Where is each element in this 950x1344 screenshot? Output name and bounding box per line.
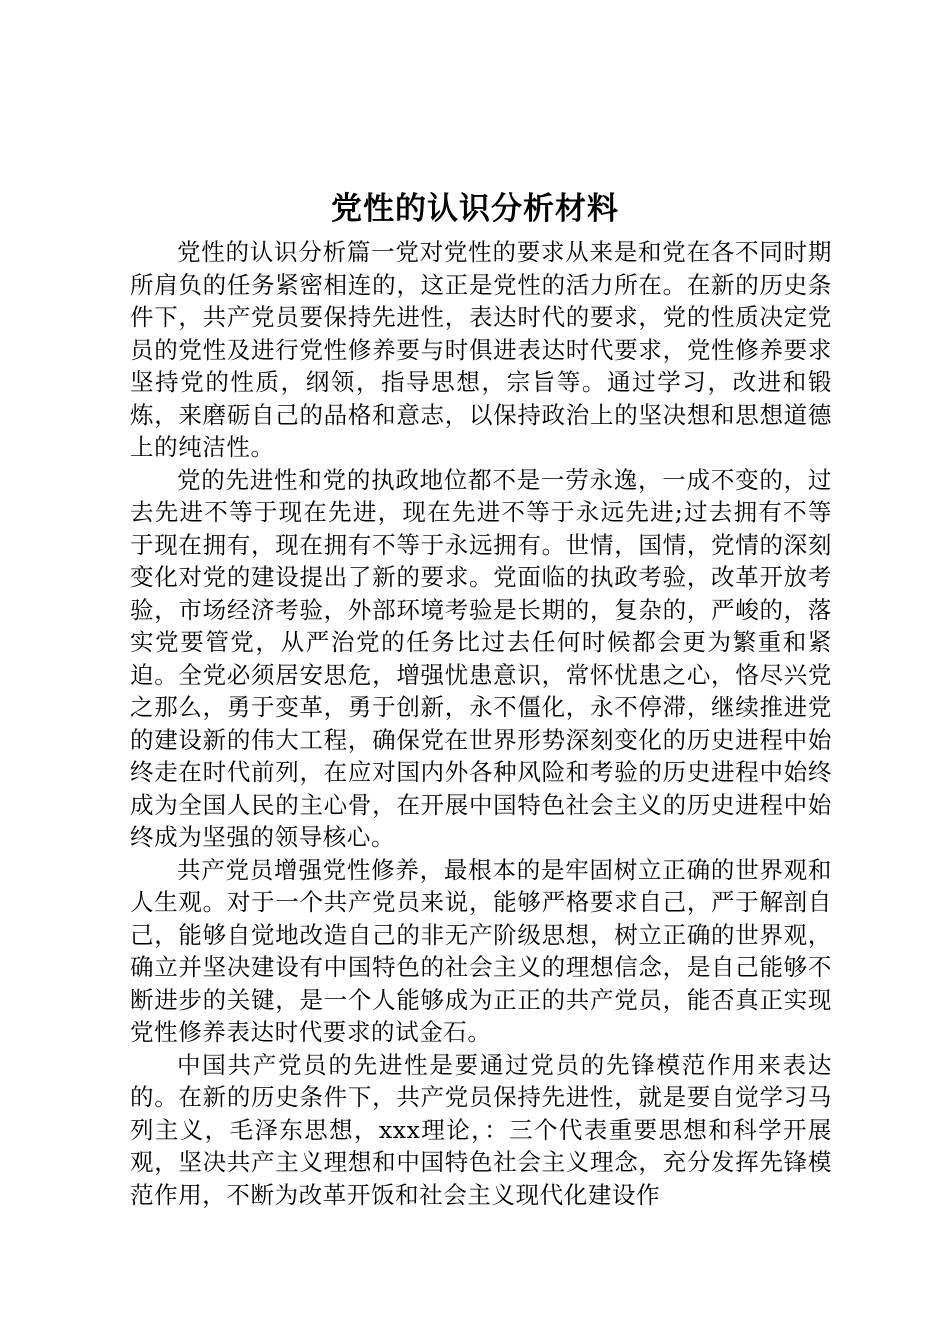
paragraph-2: 党的先进性和党的执政地位都不是一劳永逸，一成不变的，过去先进不等于现在先进，现在先进不等于永远先进;过去拥有不等于现在拥有，现在拥有不等于永远拥有。世情，国情，党情的深刻变化对党的建设提出了新的要求。党面临的执政考验，改革开放考验，市场经济考验，外部环境考验是长期的，复杂的，严峻的，落实党要管党，从严治党的任务比过去任何时候都会更为繁重和紧迫。全党必须居安思危，增强忧患意识，常怀忧患之心，恪尽兴党之那么，勇于变革，勇于创新，永不僵化，永不停滞，继续推进党的建设新的伟大工程，确保党在世界形势深刻变化的历史进程中始终走在时代前列，在应对国内外各种风险和考验的历史进程中始终成为全国人民的主心骨，在开展中国特色社会主义的历史进程中始终成为坚强的领导核心。 — [130, 465, 832, 851]
document-body — [130, 236, 832, 1211]
paragraph-1: 党性的认识分析篇一党对党性的要求从来是和党在各不同时期所肩负的任务紧密相连的，这正是党性的活力所在。在新的历史条件下，共产党员要保持先进性，表达时代的要求，党的性质决定党员的党性及进行党性修养要与时俱进表达时代要求，党性修养要求坚持党的性质，纲领，指导思想，宗旨等。通过学习，改进和锻炼，来磨砺自己的品格和意志，以保持政治上的坚决想和思想道德上的纯洁性。 — [130, 238, 832, 461]
document-title: 党性的认识分析材料 — [331, 191, 619, 227]
paragraph-4: 中国共产党员的先进性是要通过党员的先锋模范作用来表达的。在新的历史条件下，共产党员保持先进性，就是要自觉学习马列主义，毛泽东思想，xxx理论，：三个代表重要思想和科学开展观，坚决共产主义理想和中国特色社会主义理念，充分发挥先锋模范作用，不断为改革开饭和社会主义现代化建设作 — [130, 1050, 832, 1209]
paragraph-3: 共产党员增强党性修养，最根本的是牢固树立正确的世界观和人生观。对于一个共产党员来说，能够严格要求自己，严于解剖自己，能够自觉地改造自己的非无产阶级思想，树立正确的世界观，确立并坚决建设有中国特色的社会主义的理想信念，是自己能够不断进步的关键，是一个人能够成为正正的共产党员，能否真正实现党性修养表达时代要求的试金石。 — [130, 855, 832, 1046]
